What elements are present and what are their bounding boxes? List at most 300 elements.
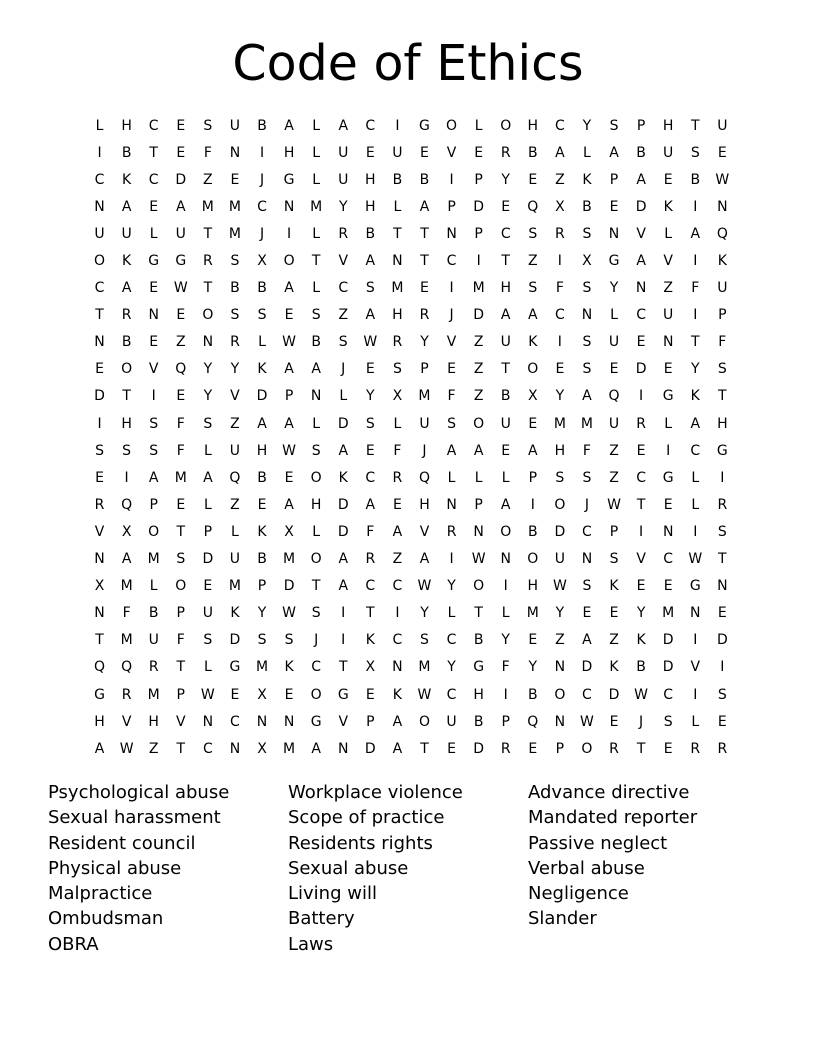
grid-letter: D (364, 740, 376, 757)
grid-letter: C (365, 469, 376, 486)
grid-letter: C (446, 686, 457, 703)
grid-letter: Z (175, 334, 186, 351)
grid-letter: H (473, 686, 484, 703)
grid-letter: T (420, 253, 429, 270)
grid-letter: N (229, 144, 241, 161)
grid-letter: A (338, 578, 349, 595)
grid-row (86, 600, 736, 627)
grid-letter: V (230, 388, 240, 405)
grid-letter: I (693, 523, 698, 540)
grid-letter: T (420, 225, 429, 242)
grid-letter: L (312, 523, 321, 540)
word-list-item: Resident council (48, 832, 196, 854)
grid-letter: E (284, 686, 294, 703)
grid-letter: K (284, 659, 294, 676)
grid-row (86, 735, 736, 762)
grid-letter: O (554, 686, 566, 703)
grid-letter: O (310, 551, 322, 568)
grid-letter: G (337, 686, 349, 703)
grid-letter: S (528, 225, 538, 242)
grid-letter: E (528, 171, 538, 188)
grid-letter: A (636, 171, 646, 188)
grid-letter: B (148, 605, 159, 622)
grid-letter: A (528, 307, 538, 324)
grid-letter: V (94, 523, 105, 540)
grid-letter: S (257, 307, 267, 324)
grid-letter: P (176, 686, 185, 703)
grid-letter: E (176, 388, 186, 405)
grid-letter: V (663, 253, 673, 270)
grid-letter: E (365, 442, 375, 459)
grid-letter: C (554, 307, 565, 324)
grid-letter: S (230, 253, 240, 270)
grid-row (86, 220, 736, 247)
grid-letter: Q (527, 713, 539, 730)
grid-row (86, 491, 736, 518)
word-list-item: Scope of practice (288, 807, 445, 829)
grid-letter: D (283, 578, 295, 595)
grid-row (86, 356, 736, 383)
grid-letter: R (392, 469, 403, 486)
grid-row (86, 410, 736, 437)
grid-letter: N (94, 334, 105, 351)
grid-letter: E (609, 361, 619, 378)
grid-letter: O (473, 415, 485, 432)
grid-letter: O (121, 361, 133, 378)
grid-letter: A (311, 740, 321, 757)
grid-letter: O (148, 523, 160, 540)
grid-letter: P (366, 713, 375, 730)
grid-letter: G (662, 469, 674, 486)
grid-letter: L (447, 605, 456, 622)
grid-letter: J (259, 225, 265, 242)
grid-letter: D (175, 171, 187, 188)
word-list-item: Battery (288, 908, 355, 930)
grid-letter: I (97, 415, 102, 432)
grid-letter: M (201, 198, 214, 215)
grid-letter: J (422, 442, 427, 459)
grid-letter: K (690, 388, 700, 405)
grid-letter: Y (230, 361, 240, 378)
grid-letter: E (149, 280, 159, 297)
grid-letter: S (338, 334, 348, 351)
grid-letter: N (581, 551, 593, 568)
grid-letter: W (634, 686, 649, 703)
grid-letter: Y (555, 605, 565, 622)
grid-letter: T (149, 144, 158, 161)
grid-letter: H (148, 713, 159, 730)
grid-letter: W (417, 578, 432, 595)
grid-letter: B (257, 117, 267, 134)
grid-letter: Z (609, 632, 619, 649)
grid-letter: Z (473, 361, 484, 378)
grid-letter: L (312, 280, 321, 297)
grid-letter: U (419, 415, 430, 432)
grid-letter: N (554, 659, 566, 676)
grid-letter: I (124, 469, 129, 486)
grid-letter: I (557, 334, 562, 351)
grid-letter: A (392, 740, 403, 757)
grid-letter: U (121, 225, 132, 242)
word-list-item: Advance directive (528, 782, 690, 803)
grid-letter: L (447, 469, 456, 486)
grid-letter: M (120, 578, 133, 595)
grid-letter: I (557, 253, 562, 270)
grid-letter: J (584, 496, 590, 513)
grid-letter: B (636, 144, 646, 161)
grid-row (86, 275, 736, 302)
grid-letter: P (149, 496, 158, 513)
grid-letter: C (94, 280, 105, 297)
grid-letter: M (228, 198, 241, 215)
grid-letter: S (95, 442, 104, 459)
grid-letter: X (555, 198, 565, 215)
grid-letter: R (500, 144, 511, 161)
grid-letter: C (311, 659, 322, 676)
grid-letter: A (284, 496, 294, 513)
grid-letter: A (555, 144, 565, 161)
grid-letter: V (121, 713, 132, 730)
grid-letter: R (365, 551, 376, 568)
grid-letter: B (121, 334, 132, 351)
word-column (48, 780, 288, 957)
grid-letter: I (449, 280, 454, 297)
grid-letter: N (94, 551, 105, 568)
grid-letter: I (341, 605, 346, 622)
grid-letter: D (337, 415, 349, 432)
grid-letter: R (446, 523, 457, 540)
grid-letter: N (581, 307, 593, 324)
grid-letter: H (365, 198, 376, 215)
grid-letter: R (636, 415, 646, 432)
grid-letter: E (365, 361, 375, 378)
grid-letter: L (203, 496, 212, 513)
grid-letter: P (176, 605, 185, 622)
grid-letter: E (663, 740, 673, 757)
grid-letter: T (366, 605, 375, 622)
grid-letter: L (583, 144, 591, 161)
grid-letter: G (175, 253, 187, 270)
grid-letter: E (95, 361, 104, 378)
grid-letter: D (202, 551, 214, 568)
word-list-item: Living will (288, 883, 377, 905)
grid-letter: U (229, 551, 241, 568)
grid-letter: A (500, 496, 511, 513)
grid-letter: C (94, 171, 105, 188)
grid-letter: B (392, 171, 403, 188)
grid-letter: U (608, 334, 620, 351)
grid-letter: E (149, 198, 159, 215)
grid-letter: G (310, 713, 322, 730)
grid-row (86, 654, 736, 681)
grid-letter: B (582, 198, 592, 215)
grid-letter: K (338, 469, 348, 486)
grid-letter: W (282, 605, 296, 622)
grid-letter: U (663, 144, 674, 161)
grid-letter: J (639, 713, 644, 730)
grid-letter: K (257, 523, 267, 540)
word-list-item: Psychological abuse (48, 782, 230, 803)
grid-row (86, 518, 736, 545)
grid-letter: I (693, 198, 698, 215)
grid-row (86, 329, 736, 356)
grid-letter: E (176, 144, 186, 161)
grid-letter: O (500, 117, 512, 134)
grid-letter: T (122, 388, 131, 405)
grid-letter: W (688, 551, 703, 568)
grid-letter: V (419, 523, 430, 540)
grid-letter: O (554, 496, 566, 513)
grid-letter: A (338, 117, 349, 134)
grid-letter: E (582, 605, 592, 622)
grid-letter: D (716, 632, 728, 649)
grid-letter: E (636, 442, 646, 459)
word-list-item: Malpractice (48, 883, 153, 905)
grid-letter: L (691, 713, 700, 730)
grid-letter: A (365, 496, 376, 513)
grid-letter: M (580, 415, 593, 432)
grid-letter: F (176, 442, 185, 459)
grid-letter: N (310, 388, 322, 405)
grid-letter: Z (230, 496, 240, 513)
grid-row (86, 627, 736, 654)
grid-letter: S (257, 632, 267, 649)
grid-letter: T (636, 740, 646, 757)
grid-letter: T (690, 334, 700, 351)
page-title: Code of Ethics (232, 35, 584, 92)
grid-letter: H (94, 713, 105, 730)
grid-letter: N (717, 578, 728, 595)
grid-letter: N (392, 253, 403, 270)
grid-letter: C (446, 253, 457, 270)
grid-letter: S (447, 415, 456, 432)
grid-letter: M (255, 659, 269, 676)
word-column (288, 780, 528, 957)
grid-letter: M (418, 388, 431, 405)
grid-letter: M (283, 740, 296, 757)
grid-letter: N (446, 225, 457, 242)
grid-letter: P (420, 361, 429, 378)
grid-letter: S (176, 551, 186, 568)
grid-letter: X (257, 686, 267, 703)
letter-grid (86, 112, 736, 762)
word-list-item: Sexual harassment (48, 807, 221, 829)
grid-letter: I (639, 388, 644, 405)
grid-letter: Q (229, 469, 241, 486)
grid-letter: P (609, 171, 619, 188)
grid-letter: P (474, 496, 483, 513)
grid-letter: I (693, 686, 698, 703)
grid-letter: O (283, 253, 295, 270)
grid-letter: Z (663, 280, 673, 297)
grid-letter: E (555, 361, 565, 378)
grid-letter: T (718, 388, 727, 405)
grid-letter: L (691, 496, 700, 513)
grid-letter: Y (203, 388, 213, 405)
grid-letter: G (473, 659, 485, 676)
grid-letter: L (664, 225, 673, 242)
grid-letter: T (176, 659, 186, 676)
grid-letter: X (94, 578, 105, 595)
grid-letter: Y (203, 361, 213, 378)
grid-letter: C (690, 442, 701, 459)
grid-letter: I (395, 605, 400, 622)
grid-letter: D (581, 659, 593, 676)
grid-letter: D (473, 740, 485, 757)
grid-letter: P (636, 117, 646, 134)
grid-letter: O (94, 253, 106, 270)
grid-letter: B (257, 551, 267, 568)
grid-letter: H (554, 442, 566, 459)
grid-letter: Z (609, 469, 619, 486)
grid-letter: I (287, 225, 292, 242)
grid-letter: I (341, 632, 346, 649)
grid-letter: U (608, 415, 620, 432)
grid-letter: X (284, 523, 294, 540)
grid-letter: U (717, 117, 728, 134)
grid-letter: T (690, 117, 700, 134)
grid-letter: L (393, 415, 402, 432)
grid-letter: D (635, 198, 647, 215)
grid-letter: N (283, 713, 295, 730)
grid-letter: Y (609, 280, 619, 297)
word-list-item: Slander (528, 908, 597, 930)
grid-letter: E (257, 496, 267, 513)
grid-row (86, 573, 736, 600)
grid-letter: Y (447, 578, 456, 595)
grid-row (86, 112, 736, 139)
grid-letter: I (503, 686, 508, 703)
grid-letter: U (229, 442, 241, 459)
grid-letter: Q (608, 388, 620, 405)
grid-letter: F (203, 144, 212, 161)
word-list-item: Sexual abuse (288, 857, 409, 879)
word-list-item: Negligence (528, 883, 629, 905)
grid-letter: I (639, 523, 644, 540)
grid-letter: S (203, 117, 213, 134)
grid-letter: Y (366, 388, 375, 405)
word-list-item: Residents rights (288, 832, 433, 854)
grid-letter: N (392, 659, 403, 676)
grid-letter: Q (175, 361, 187, 378)
grid-letter: A (284, 117, 294, 134)
grid-letter: Z (230, 415, 240, 432)
grid-letter: N (662, 523, 674, 540)
grid-letter: J (341, 361, 346, 378)
grid-row (86, 139, 736, 166)
grid-letter: R (121, 686, 132, 703)
grid-letter: P (609, 523, 619, 540)
grid-letter: L (258, 334, 266, 351)
grid-letter: N (608, 225, 620, 242)
grid-letter: C (365, 578, 376, 595)
grid-letter: L (149, 225, 158, 242)
grid-letter: A (311, 361, 321, 378)
grid-letter: Q (121, 659, 133, 676)
grid-letter: U (94, 225, 105, 242)
grid-letter: W (173, 280, 188, 297)
grid-letter: K (636, 632, 646, 649)
grid-letter: C (446, 632, 457, 649)
grid-letter: A (690, 415, 701, 432)
grid-letter: U (338, 171, 349, 188)
grid-letter: W (715, 171, 730, 188)
grid-letter: B (365, 225, 376, 242)
grid-letter: L (312, 415, 321, 432)
grid-letter: U (500, 415, 511, 432)
word-list-item: Ombudsman (48, 908, 164, 930)
grid-letter: W (417, 686, 432, 703)
grid-letter: U (229, 117, 241, 134)
grid-letter: P (257, 578, 267, 595)
grid-letter: S (582, 334, 592, 351)
grid-letter: N (202, 334, 214, 351)
grid-letter: I (720, 659, 725, 676)
grid-letter: S (149, 415, 159, 432)
grid-letter: B (121, 144, 132, 161)
grid-letter: Y (501, 171, 510, 188)
grid-letter: S (582, 361, 592, 378)
grid-letter: B (257, 280, 267, 297)
grid-letter: A (175, 198, 186, 215)
grid-letter: Z (392, 551, 403, 568)
grid-letter: A (284, 361, 294, 378)
grid-letter: K (528, 334, 538, 351)
grid-letter: A (121, 551, 132, 568)
grid-letter: F (555, 280, 564, 297)
grid-letter: M (526, 605, 539, 622)
grid-letter: S (582, 280, 592, 297)
grid-letter: N (256, 713, 268, 730)
grid-letter: A (419, 198, 430, 215)
grid-letter: V (148, 361, 159, 378)
grid-letter: C (554, 117, 565, 134)
grid-letter: P (501, 713, 510, 730)
grid-letter: B (473, 632, 484, 649)
grid-letter: E (230, 686, 240, 703)
grid-letter: M (553, 415, 566, 432)
grid-letter: V (636, 551, 646, 568)
grid-letter: Q (121, 496, 133, 513)
grid-letter: A (284, 415, 294, 432)
grid-letter: E (717, 605, 727, 622)
grid-letter: C (202, 740, 213, 757)
grid-letter: L (664, 415, 673, 432)
grid-letter: M (283, 551, 296, 568)
grid-letter: L (501, 605, 510, 622)
grid-letter: L (312, 117, 321, 134)
grid-letter: S (609, 117, 619, 134)
grid-letter: E (365, 686, 375, 703)
grid-letter: I (530, 496, 535, 513)
grid-letter: P (284, 388, 294, 405)
grid-letter: P (203, 523, 213, 540)
grid-letter: K (582, 171, 592, 188)
grid-letter: I (693, 632, 698, 649)
grid-letter: S (311, 307, 321, 324)
grid-letter: K (122, 253, 132, 270)
grid-letter: U (202, 605, 213, 622)
grid-letter: B (419, 171, 430, 188)
grid-letter: E (149, 334, 159, 351)
grid-letter: N (229, 740, 241, 757)
grid-letter: Y (420, 334, 429, 351)
grid-letter: Q (418, 469, 430, 486)
grid-letter: N (473, 523, 484, 540)
grid-letter: C (663, 551, 674, 568)
grid-row (86, 166, 736, 193)
grid-letter: N (554, 713, 566, 730)
